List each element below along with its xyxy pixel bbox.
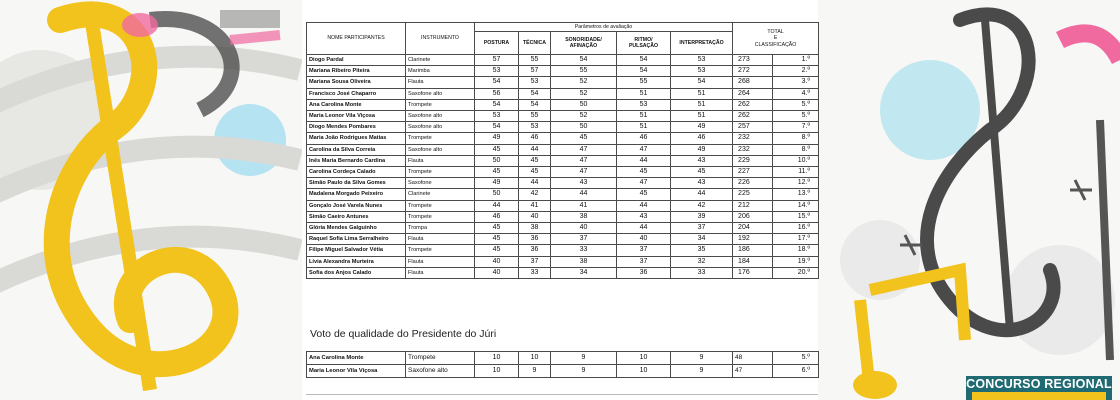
cell-total: 227 — [733, 167, 773, 178]
cell-ritmo: 45 — [617, 167, 671, 178]
cell-tecnica: 55 — [519, 55, 551, 66]
cell-ritmo: 37 — [617, 256, 671, 267]
cell-tecnica: 53 — [519, 77, 551, 88]
cell-postura: 10 — [475, 352, 519, 365]
cell-name: Simão Caeiro Antunes — [307, 211, 406, 222]
cell-tecnica: 45 — [519, 167, 551, 178]
tiebreak-title: Voto de qualidade do Presidente do Júri — [310, 328, 497, 340]
col-header-instrument: INSTRUMENTO — [406, 23, 475, 55]
cell-ritmo: 54 — [617, 55, 671, 66]
cell-postura: 40 — [475, 256, 519, 267]
ritmo-line2: PULSAÇÃO — [628, 43, 659, 49]
cell-total: 273 — [733, 55, 773, 66]
col-header-name: NOME PARTICIPANTES — [307, 23, 406, 55]
cell-rank: 11.º — [773, 167, 819, 178]
cell-tecnica: 36 — [519, 245, 551, 256]
cell-name: Raquel Sofia Lima Serralheiro — [307, 234, 406, 245]
cell-total: 204 — [733, 223, 773, 234]
table-row — [307, 122, 819, 133]
cell-ritmo: 45 — [617, 189, 671, 200]
cell-total: 206 — [733, 211, 773, 222]
table-row — [307, 167, 819, 178]
cell-instrument: Saxofone — [406, 178, 475, 189]
cell-name: Gonçalo José Varela Nunes — [307, 200, 406, 211]
table-row — [307, 189, 819, 200]
cell-interpretacao: 51 — [671, 99, 733, 110]
cell-rank: 5.º — [773, 352, 819, 365]
cell-rank: 10.º — [773, 155, 819, 166]
table-row — [307, 267, 819, 278]
cell-ritmo: 43 — [617, 211, 671, 222]
cell-total: 262 — [733, 111, 773, 122]
table-row — [307, 178, 819, 189]
cell-ritmo: 46 — [617, 133, 671, 144]
cell-rank: 6.º — [773, 365, 819, 378]
cell-tecnica: 37 — [519, 256, 551, 267]
table-row — [307, 256, 819, 267]
cell-total: 48 — [733, 352, 773, 365]
contest-badge-yellow-band — [972, 392, 1106, 400]
cell-postura: 10 — [475, 365, 519, 378]
cell-tecnica: 42 — [519, 189, 551, 200]
cell-name: Ana Carolina Monte — [307, 99, 406, 110]
cell-sonoridade: 47 — [551, 167, 617, 178]
cell-tecnica: 54 — [519, 99, 551, 110]
cell-interpretacao: 49 — [671, 144, 733, 155]
cell-rank: 12.º — [773, 178, 819, 189]
cell-interpretacao: 33 — [671, 267, 733, 278]
cell-instrument: Trompete — [406, 167, 475, 178]
cell-postura: 54 — [475, 122, 519, 133]
cell-ritmo: 10 — [617, 352, 671, 365]
cell-sonoridade: 33 — [551, 245, 617, 256]
cell-rank: 20.º — [773, 267, 819, 278]
table-row — [307, 211, 819, 222]
cell-total: 264 — [733, 88, 773, 99]
cell-postura: 50 — [475, 189, 519, 200]
cell-instrument: Trompete — [406, 99, 475, 110]
cell-sonoridade: 37 — [551, 234, 617, 245]
cell-name: Diogo Mendes Pombares — [307, 122, 406, 133]
cell-tecnica: 38 — [519, 223, 551, 234]
cell-sonoridade: 43 — [551, 178, 617, 189]
cell-total: 47 — [733, 365, 773, 378]
cell-ritmo: 37 — [617, 245, 671, 256]
cell-total: 226 — [733, 178, 773, 189]
cell-total: 229 — [733, 155, 773, 166]
col-header-postura: POSTURA — [475, 32, 519, 55]
cell-instrument: Clarinete — [406, 189, 475, 200]
cell-tecnica: 46 — [519, 133, 551, 144]
cell-tecnica: 44 — [519, 144, 551, 155]
cell-rank: 1.º — [773, 55, 819, 66]
cell-rank: 13.º — [773, 189, 819, 200]
cell-interpretacao: 37 — [671, 223, 733, 234]
cell-sonoridade: 9 — [551, 352, 617, 365]
cell-instrument: Clarinete — [406, 55, 475, 66]
cell-interpretacao: 39 — [671, 211, 733, 222]
cell-rank: 3.º — [773, 77, 819, 88]
cell-instrument: Saxofone alto — [406, 111, 475, 122]
cell-postura: 45 — [475, 144, 519, 155]
cell-instrument: Trompete — [406, 245, 475, 256]
cell-postura: 49 — [475, 178, 519, 189]
cell-postura: 53 — [475, 66, 519, 77]
cell-instrument: Marimba — [406, 66, 475, 77]
cell-postura: 40 — [475, 267, 519, 278]
cell-postura: 46 — [475, 211, 519, 222]
tiebreak-table — [306, 351, 819, 378]
cell-rank: 5.º — [773, 99, 819, 110]
cell-name: Mariana Sousa Oliveira — [307, 77, 406, 88]
cell-postura: 45 — [475, 234, 519, 245]
cell-total: 268 — [733, 77, 773, 88]
cell-total: 192 — [733, 234, 773, 245]
cell-sonoridade: 50 — [551, 99, 617, 110]
cell-interpretacao: 51 — [671, 88, 733, 99]
cell-interpretacao: 43 — [671, 178, 733, 189]
cell-rank: 4.º — [773, 88, 819, 99]
cell-postura: 53 — [475, 111, 519, 122]
cell-instrument: Flauta — [406, 256, 475, 267]
cell-tecnica: 54 — [519, 88, 551, 99]
table-row — [307, 234, 819, 245]
cell-ritmo: 36 — [617, 267, 671, 278]
cell-rank: 14.º — [773, 200, 819, 211]
cell-ritmo: 40 — [617, 234, 671, 245]
col-header-tecnica: TÉCNICA — [519, 32, 551, 55]
cell-instrument: Flauta — [406, 267, 475, 278]
cell-sonoridade: 40 — [551, 223, 617, 234]
cell-total: 272 — [733, 66, 773, 77]
contest-badge-title: CONCURSO REGIONAL — [966, 377, 1112, 391]
cell-postura: 49 — [475, 133, 519, 144]
cell-ritmo: 44 — [617, 200, 671, 211]
cell-tecnica: 40 — [519, 211, 551, 222]
cell-instrument: Saxofone alto — [406, 88, 475, 99]
table-row — [307, 245, 819, 256]
bottom-divider — [306, 394, 818, 395]
cell-instrument: Trompete — [406, 200, 475, 211]
cell-instrument: Trompete — [406, 133, 475, 144]
cell-name: Carolina Cordeça Calado — [307, 167, 406, 178]
cell-rank: 18.º — [773, 245, 819, 256]
cell-total: 176 — [733, 267, 773, 278]
table-row — [307, 111, 819, 122]
table-row — [307, 88, 819, 99]
cell-ritmo: 44 — [617, 155, 671, 166]
cell-ritmo: 51 — [617, 88, 671, 99]
cell-postura: 54 — [475, 77, 519, 88]
cell-interpretacao: 53 — [671, 66, 733, 77]
cell-interpretacao: 32 — [671, 256, 733, 267]
cell-interpretacao: 44 — [671, 189, 733, 200]
cell-instrument: Saxofone alto — [406, 122, 475, 133]
cell-instrument: Saxofone alto — [406, 365, 475, 378]
cell-ritmo: 47 — [617, 178, 671, 189]
cell-postura: 57 — [475, 55, 519, 66]
cell-total: 262 — [733, 99, 773, 110]
cell-sonoridade: 41 — [551, 200, 617, 211]
cell-name: Carolina da Silva Correia — [307, 144, 406, 155]
cell-name: Sofia dos Anjos Calado — [307, 267, 406, 278]
cell-name: Ana Carolina Monte — [307, 352, 406, 365]
cell-interpretacao: 53 — [671, 55, 733, 66]
cell-sonoridade: 9 — [551, 365, 617, 378]
cell-rank: 7.º — [773, 122, 819, 133]
cell-total: 257 — [733, 122, 773, 133]
cell-sonoridade: 50 — [551, 122, 617, 133]
table-row — [307, 365, 819, 378]
cell-total: 184 — [733, 256, 773, 267]
cell-name: Mariana Ribeiro Piteira — [307, 66, 406, 77]
cell-sonoridade: 45 — [551, 133, 617, 144]
group-header-parameters: Parâmetros de avaliação — [475, 23, 733, 32]
table-row — [307, 55, 819, 66]
total-header-line2: E — [773, 35, 778, 42]
col-header-ritmo — [617, 32, 671, 55]
cell-postura: 54 — [475, 99, 519, 110]
cell-name: Lívia Alexandra Murteira — [307, 256, 406, 267]
cell-sonoridade: 52 — [551, 88, 617, 99]
cell-interpretacao: 43 — [671, 155, 733, 166]
cell-interpretacao: 9 — [671, 365, 733, 378]
cell-total: 212 — [733, 200, 773, 211]
cell-name: Madalena Morgado Peixeiro — [307, 189, 406, 200]
cell-tecnica: 55 — [519, 111, 551, 122]
cell-interpretacao: 9 — [671, 352, 733, 365]
cell-total: 232 — [733, 133, 773, 144]
cell-interpretacao: 49 — [671, 122, 733, 133]
table-row — [307, 223, 819, 234]
cell-name: Francisco José Chaparro — [307, 88, 406, 99]
table-row — [307, 155, 819, 166]
group-header-row — [307, 23, 819, 32]
cell-instrument: Flauta — [406, 77, 475, 88]
cell-sonoridade: 47 — [551, 144, 617, 155]
cell-sonoridade: 52 — [551, 77, 617, 88]
cell-rank: 17.º — [773, 234, 819, 245]
sonoridade-line2: AFINAÇÃO — [569, 43, 598, 49]
cell-instrument: Flauta — [406, 155, 475, 166]
cell-tecnica: 36 — [519, 234, 551, 245]
cell-sonoridade: 55 — [551, 66, 617, 77]
cell-rank: 19.º — [773, 256, 819, 267]
cell-ritmo: 44 — [617, 223, 671, 234]
cell-ritmo: 47 — [617, 144, 671, 155]
results-document — [302, 0, 818, 400]
cell-interpretacao: 42 — [671, 200, 733, 211]
music-notes-left-decor — [0, 10, 300, 390]
table-row — [307, 77, 819, 88]
cell-tecnica: 44 — [519, 178, 551, 189]
cell-ritmo: 51 — [617, 122, 671, 133]
tiebreak-table-body — [307, 352, 819, 378]
cell-total: 232 — [733, 144, 773, 155]
table-row — [307, 99, 819, 110]
cell-sonoridade: 54 — [551, 55, 617, 66]
cell-postura: 50 — [475, 155, 519, 166]
cell-ritmo: 10 — [617, 365, 671, 378]
table-row — [307, 133, 819, 144]
cell-tecnica: 57 — [519, 66, 551, 77]
cell-tecnica: 33 — [519, 267, 551, 278]
cell-name: Maria João Rodrigues Matias — [307, 133, 406, 144]
cell-interpretacao: 35 — [671, 245, 733, 256]
cell-interpretacao: 34 — [671, 234, 733, 245]
cell-total: 186 — [733, 245, 773, 256]
cell-interpretacao: 46 — [671, 133, 733, 144]
cell-ritmo: 53 — [617, 99, 671, 110]
cell-rank: 8.º — [773, 144, 819, 155]
cell-name: Inês Maria Bernardo Cardina — [307, 155, 406, 166]
cell-postura: 45 — [475, 167, 519, 178]
cell-sonoridade: 52 — [551, 111, 617, 122]
cell-rank: 8.º — [773, 133, 819, 144]
cell-sonoridade: 44 — [551, 189, 617, 200]
col-header-sonoridade — [551, 32, 617, 55]
cell-instrument: Saxofone alto — [406, 144, 475, 155]
results-table — [306, 22, 819, 279]
ritmo-line1: RITMO/ — [634, 36, 653, 43]
col-header-total — [733, 23, 819, 55]
total-header-line3: CLASSIFICAÇÃO — [754, 41, 797, 48]
table-row — [307, 144, 819, 155]
cell-postura: 44 — [475, 200, 519, 211]
contest-badge — [966, 376, 1112, 400]
col-header-interpretacao: INTERPRETAÇÃO — [671, 32, 733, 55]
table-row — [307, 200, 819, 211]
cell-name: Maria Leonor Vila Viçosa — [307, 111, 406, 122]
cell-rank: 5.º — [773, 111, 819, 122]
cell-tecnica: 9 — [519, 365, 551, 378]
cell-rank: 15.º — [773, 211, 819, 222]
cell-tecnica: 10 — [519, 352, 551, 365]
cell-tecnica: 45 — [519, 155, 551, 166]
cell-name: Simão Paulo da Silva Gomes — [307, 178, 406, 189]
cell-interpretacao: 51 — [671, 111, 733, 122]
cell-name: Glória Mendes Galguinho — [307, 223, 406, 234]
cell-name: Filipe Miguel Salvador Vétia — [307, 245, 406, 256]
cell-instrument: Trompete — [406, 352, 475, 365]
cell-ritmo: 51 — [617, 111, 671, 122]
cell-instrument: Trompa — [406, 223, 475, 234]
cell-sonoridade: 38 — [551, 211, 617, 222]
total-header-line1: TOTAL — [767, 28, 784, 35]
cell-sonoridade: 38 — [551, 256, 617, 267]
cell-rank: 16.º — [773, 223, 819, 234]
cell-instrument: Flauta — [406, 234, 475, 245]
cell-tecnica: 53 — [519, 122, 551, 133]
cell-total: 225 — [733, 189, 773, 200]
cell-sonoridade: 47 — [551, 155, 617, 166]
cell-sonoridade: 34 — [551, 267, 617, 278]
cell-interpretacao: 45 — [671, 167, 733, 178]
cell-postura: 56 — [475, 88, 519, 99]
cell-postura: 45 — [475, 245, 519, 256]
cell-interpretacao: 54 — [671, 77, 733, 88]
cell-ritmo: 55 — [617, 77, 671, 88]
cell-name: Diogo Pardal — [307, 55, 406, 66]
cell-instrument: Trompete — [406, 211, 475, 222]
cell-tecnica: 41 — [519, 200, 551, 211]
results-table-body — [307, 55, 819, 279]
cell-name: Maria Leonor Vila Viçosa — [307, 365, 406, 378]
sonoridade-line1: SONORIDADE/ — [565, 36, 602, 43]
table-row — [307, 352, 819, 365]
music-notes-right-decor — [840, 14, 1120, 399]
cell-ritmo: 54 — [617, 66, 671, 77]
table-row — [307, 66, 819, 77]
cell-rank: 2.º — [773, 66, 819, 77]
cell-postura: 45 — [475, 223, 519, 234]
